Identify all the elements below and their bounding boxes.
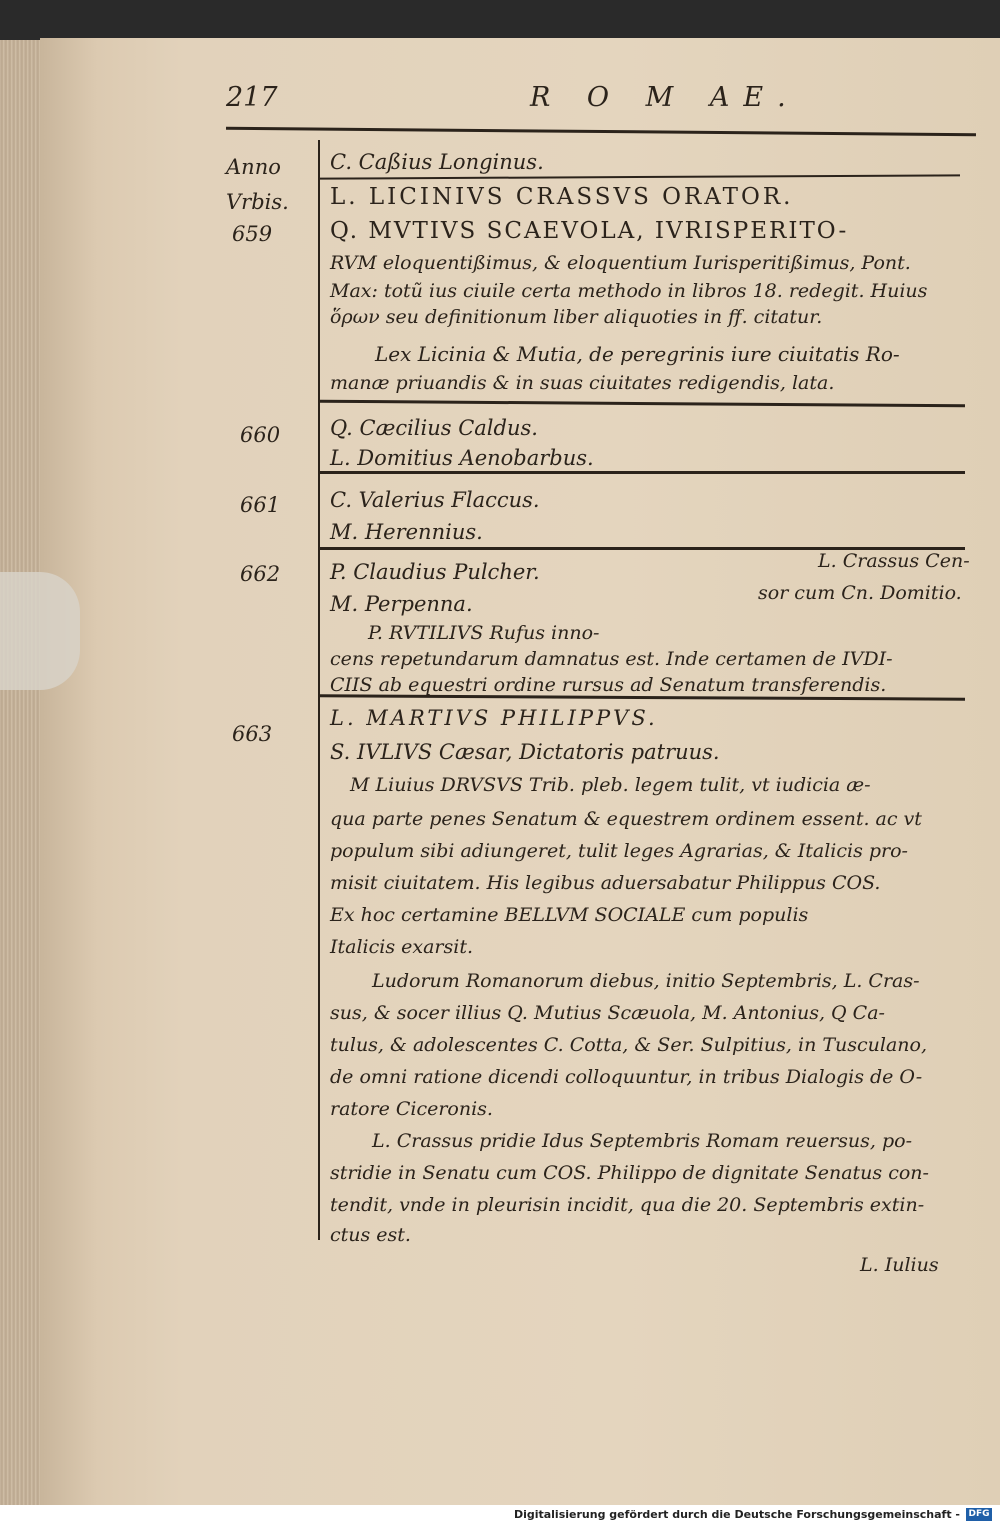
rutilius-line-2: cens repetundarum damnatus est. Inde certamen de IVDI-: [330, 648, 893, 670]
consul-cassius: C. Caßius Longinus.: [330, 150, 544, 174]
crassus-line-4: ctus est.: [330, 1224, 411, 1246]
vertical-column-rule: [318, 140, 320, 1240]
rutilius-line-3: CIIS ab equestri ordine rursus ad Senatum transferendis.: [330, 674, 887, 696]
lex-line-1: Lex Licinia & Mutia, de peregrinis iure ciuitatis Ro-: [375, 342, 900, 366]
censor-note-2: sor cum Cn. Domitio.: [758, 582, 962, 604]
year-660: 660: [240, 423, 281, 447]
consul-perpenna: M. Perpenna.: [330, 592, 473, 616]
mutius-line-3: Max: totũ ius ciuile certa methodo in libros 18. redegit. Huius: [330, 280, 928, 302]
mutius-line-4: ὅρων seu definitionum liber aliquoties in ff. citatur.: [330, 306, 823, 328]
digitization-footer: [0, 1506, 1000, 1523]
urbis-label: Vrbis.: [226, 190, 289, 214]
censor-note-1: L. Crassus Cen-: [818, 550, 970, 572]
consul-caecilius: Q. Cæcilius Caldus.: [330, 416, 538, 440]
lex-line-2: manæ priuandis & in suas ciuitates redigendis, lata.: [330, 372, 835, 394]
ludi-line-5: ratore Ciceronis.: [330, 1098, 493, 1120]
dfg-logo-icon: DFG: [966, 1508, 992, 1521]
footer-credit: Digitalisierung gefördert durch die Deutsche Forschungsgemeinschaft -: [513, 1508, 960, 1521]
year-663: 663: [232, 722, 273, 746]
year-659: 659: [232, 222, 273, 246]
mutius-line-2: RVM eloquentißimus, & eloquentium Iurisperitißimus, Pont.: [330, 252, 911, 274]
crassus-line-3: tendit, vnde in pleurisin incidit, qua die 20. Septembris extin-: [330, 1194, 925, 1216]
drusus-line-5: Ex hoc certamine BELLVM SOCIALE cum populis: [330, 904, 809, 926]
bookmark-tab: [0, 572, 80, 690]
drusus-line-2: qua parte penes Senatum & equestrem ordinem essent. ac vt: [330, 808, 922, 830]
crassus-line-2: stridie in Senatu cum COS. Philippo de dignitate Senatus con-: [330, 1162, 929, 1184]
page-number: 217: [226, 82, 278, 113]
drusus-line-1: M Liuius DRVSVS Trib. pleb. legem tulit, vt iudicia æ-: [350, 774, 871, 796]
running-title: R O M AE.: [530, 82, 800, 113]
consul-claudius: P. Claudius Pulcher.: [330, 560, 540, 584]
year-662: 662: [240, 562, 281, 586]
anno-label: Anno: [226, 155, 281, 179]
consul-domitius: L. Domitius Aenobarbus.: [330, 446, 594, 470]
catchword: L. Iulius: [860, 1254, 939, 1276]
ludi-line-2: sus, & socer illius Q. Mutius Scæuola, M. Antonius, Q Ca-: [330, 1002, 885, 1024]
crassus-line-1: L. Crassus pridie Idus Septembris Romam reuersus, po-: [372, 1130, 913, 1152]
consul-martius: L. MARTIVS PHILIPPVS.: [330, 706, 658, 730]
drusus-line-4: misit ciuitatem. His legibus aduersabatur Philippus COS.: [330, 872, 881, 894]
year-661: 661: [240, 493, 281, 517]
drusus-line-3: populum sibi adiungeret, tulit leges Agrarias, & Italicis pro-: [330, 840, 908, 862]
consul-valerius: C. Valerius Flaccus.: [330, 488, 540, 512]
running-head: [0, 82, 1000, 122]
ludi-line-3: tulus, & adolescentes C. Cotta, & Ser. Sulpitius, in Tusculano,: [330, 1034, 927, 1056]
ludi-line-1: Ludorum Romanorum diebus, initio Septembris, L. Cras-: [372, 970, 920, 992]
ludi-line-4: de omni ratione dicendi colloquuntur, in tribus Dialogis de O-: [330, 1066, 923, 1088]
consul-licinius: L. LICINIVS CRASSVS ORATOR.: [330, 184, 794, 210]
consul-julius: S. IVLIVS Cæsar, Dictatoris patruus.: [330, 740, 720, 764]
rutilius-line-1: P. RVTILIVS Rufus inno-: [368, 622, 600, 644]
drusus-line-6: Italicis exarsit.: [330, 936, 474, 958]
rule-below-660: [320, 471, 965, 474]
mutius-line-1: Q. MVTIVS SCAEVOLA, IVRISPERITO-: [330, 218, 849, 244]
consul-herennius: M. Herennius.: [330, 520, 483, 544]
